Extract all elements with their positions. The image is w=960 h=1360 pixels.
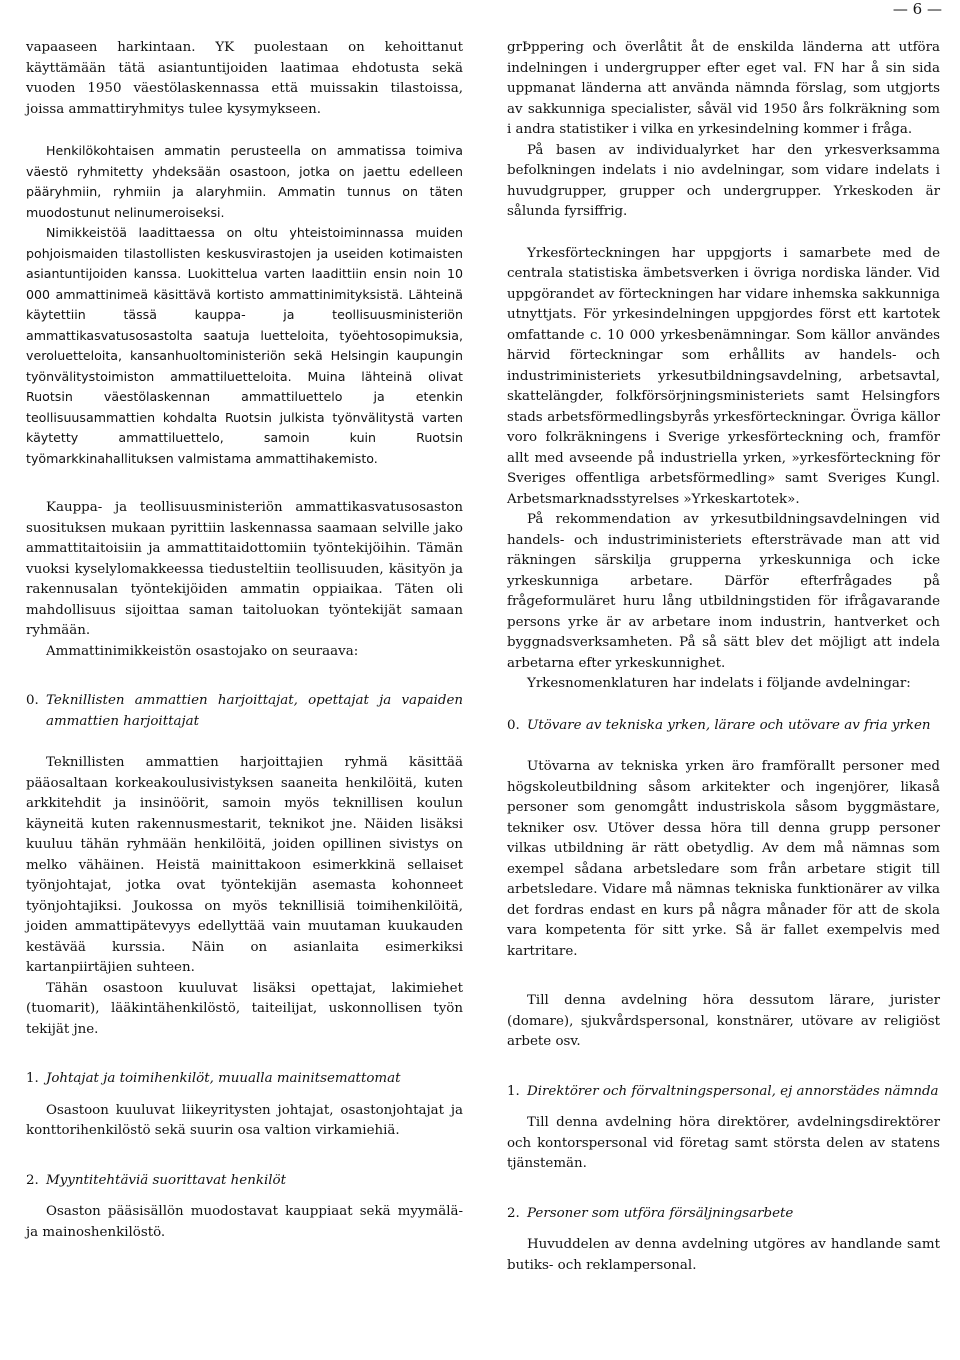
fi-section-0-title: Teknillisten ammattien harjoittajat, opettajat ja vapaiden ammattien harjoittajat	[46, 693, 463, 729]
fi-section-0-paragraph-2: Tähän osastoon kuuluvat lisäksi opettajat, lakimiehet (tuomarit), lääkintähenkilöstö, taiteilijat, uskonnollisen työn tekijät jne.	[26, 980, 463, 1037]
sv-paragraph-4: På rekommendation av yrkesutbildningsavdelningen vid handels- och industriministeriets eftersträvade man att vid räkningen särskilja grupperna yrkeskunniga och icke yrkeskunniga arbetare. Därför efterfrågades på frågeformuläret huru lång utbildningstiden för ifrågavarande persons yrke är av arbetare inom industrin, hantverket och byggnadsverksamheten. På så sätt blev det möjligt att indela arbetarna efter yrkeskunnighet.	[507, 512, 940, 671]
sv-section-1-title: Direktörer och förvaltningspersonal, ej annorstädes nämnda	[527, 1083, 939, 1099]
fi-section-0-heading	[26, 691, 463, 732]
fi-section-1-title: Johtajat ja toimihenkilöt, muualla mainitsemattomat	[46, 1071, 401, 1086]
sv-section-0-paragraph-2: Till denna avdelning höra dessutom lärare, jurister (domare), sjukvårdspersonal, konstnärer, utövare av religiöst arbete osv.	[507, 993, 940, 1049]
sv-section-0-paragraph-1: Utövarna av tekniska yrken äro framförallt personer med högskoleutbildning såsom arkitekter och ingenjörer, likaså personer som genomgått industriskola såsom byggmästare, tekniker osv. Utöver dessa höra till denna grupp personer vilkas utbildning är rätt obetydlig. Av dem må nämnas som exempel sådana arbetsledare som från arbetare stigit till arbetsledare. Vidare må nämnas tekniska funktionärer av vilka det fordras endast en kurs på några månader för att de skola vara kompetenta för sitt yrke. Så är fallet exempelvis med kartritare.	[507, 759, 940, 959]
sv-section-0-title: Utövare av tekniska yrken, lärare och utövare av fria yrken	[527, 717, 931, 733]
swedish-column	[507, 38, 940, 1276]
fi-paragraph-3: Nimikkeistöä laadittaessa on oltu yhteistoiminnassa muiden pohjoismaiden tilastollisten keskusvirastojen ja useiden kotimaisten asiantuntijoiden kanssa. Luokittelua varten laadittiin ensin noin 10 000 ammattinimeä käsittävä kortisto ammattinimityksistä. Lähteinä käytettiin tässä kauppa- ja teollisuusministeriön ammattikasvatusosastolta saatuja luetteloita, työehtosopimuksia, veroluetteloita, kansanhuoltoministeriön sekä Helsingin kaupungin työnvälitystoimiston ammattiluetteloita. Muina lähteinä olivat Ruotsin väestölaskennan ammattiluettelo ja etenkin teollisuusammattien kohdalta Ruotsin julkista työnvälitystä varten käytetty ammattiluettelo, samoin kuin Ruotsin työmarkkinahallituksen valmistama ammattihakemisto.	[26, 225, 463, 466]
sv-paragraph-2: På basen av individualyrket har den yrkesverksamma befolkningen indelats i nio avdelningar, som vidare indelats i huvudgrupper, grupper och undergrupper. Yrkeskoden är sålunda fyrsiffrig.	[507, 142, 940, 219]
fi-section-2-paragraph: Osaston pääsisällön muodostavat kauppiaat sekä myymälä- ja mainoshenkilöstö.	[26, 1204, 463, 1240]
sv-paragraph-3: Yrkesförteckningen har uppgjorts i samarbete med de centrala statistiska ämbetsverken i övriga nordiska länder. Vid uppgörandet av förteckningen har vidare inhemska sakkunniga utnyttjats. För yrkesindelningen uppgjordes först ett kartotek omfattande c. 10 000 yrkesbenämningar. Som källor användes härvid förteckningar som erhållits av handels- och industriministeriets yrkesutbildningsavdelning, arbetsavtal, skattelängder, folkförsörjningsministeriets samt Helsingfors stads arbetsförmedlingsbyrås yrkesförteckningar. Övriga källor voro folkräkningens i Sverige yrkesförteckning och, framför allt med avseende på industriella yrken, »yrkesförteckning för Sveriges offentliga arbetsförmedling» samt Sveriges Kungl. Arbetsmarknadsstyrelses »Yrkeskartotek».	[507, 245, 940, 507]
fi-section-1-heading	[26, 1069, 463, 1090]
fi-section-0-paragraph-1: Teknillisten ammattien harjoittajien ryhmä käsittää pääosaltaan korkeakoulusivistyksen saaneita henkilöitä, kuten arkkitehdit ja insinöörit, samoin myös teknillisen koulun käyneitä kuten rakennusmestarit, teknikot jne. Näiden lisäksi kuuluu tähän ryhmään henkilöitä, joiden opillinen sivistys on melko vähäinen. Heistä mainittakoon esimerkkinä sellaiset työnjohtajat, jotka ovat työntekijän asemasta kohonneet työnjohtajiksi. Joukossa on myös teknillisiä toimihenkilöitä, joiden ammattipätevyys edellyttää vain muutaman kuukauden kestävää kurssia. Näin on asianlaita esimerkiksi kartanpiirtäjien suhteen.	[26, 755, 463, 975]
sv-paragraph-5: Yrkesnomenklaturen har indelats i följande avdelningar:	[527, 676, 911, 691]
sv-paragraph-1: grÞppering och överlåtit åt de enskilda länderna att utföra indelningen i undergrupper efter eget val. FN har å sin sida uppmanat länderna att använda nämnda förslag, som utgjorts av sakkunniga specialister, såväl vid 1950 års folkräkning som i andra statistiker i vilka en yrkesindelning kommer i fråga.	[507, 40, 940, 137]
sv-section-2-paragraph: Huvuddelen av denna avdelning utgöres av handlande samt butiks- och reklampersonal.	[507, 1237, 940, 1273]
fi-paragraph-4: Kauppa- ja teollisuusministeriön ammattikasvatusosaston suosituksen mukaan pyrittiin laskennassa saamaan selville jako ammattitaitoisiin ja ammattitaidottomiin työntekijöihin. Tämän vuoksi kyselylomakkeessa tiedusteltiin teollisuuden, käsityön ja rakennusalan työntekijöiden ammatin oppiaikaa. Täten oli mahdollisuus sijoittaa saman taitoluokan työntekijät samaan ryhmään.	[26, 500, 463, 638]
sv-section-1-heading	[507, 1082, 940, 1103]
sv-section-1-paragraph: Till denna avdelning höra direktörer, avdelningsdirektörer och kontorspersonal vid företag samt största delen av statens tjänstemän.	[507, 1115, 940, 1171]
fi-paragraph-2: Henkilökohtaisen ammatin perusteella on ammatissa toimiva väestö ryhmitetty yhdeksään osastoon, jotka on jaettu edelleen pääryhmiin, ryhmiin ja alaryhmiin. Ammatin tunnus on täten muodostunut nelinumeroiseksi.	[26, 143, 463, 220]
sv-section-2-heading	[507, 1204, 940, 1225]
fi-section-2-heading	[26, 1171, 463, 1192]
fi-section-1-number: 1.	[26, 1071, 39, 1086]
fi-section-0-number: 0.	[26, 693, 39, 708]
sv-section-2-title: Personer som utföra försäljningsarbete	[527, 1205, 794, 1221]
fi-paragraph-5: Ammattinimikkeistön osastojako on seuraava:	[46, 643, 359, 659]
sv-section-2-number: 2.	[507, 1205, 520, 1221]
fi-section-2-number: 2.	[26, 1172, 39, 1188]
fi-paragraph-1: vapaaseen harkintaan. YK puolestaan on kehoittanut käyttämään tätä asiantuntijoiden laatimaa ehdotusta sekä vuoden 1950 väestölaskennassa että muissakin tilastoissa, joissa ammattiryhmitys tulee kysymykseen.	[26, 40, 463, 117]
page-number: — 6 —	[892, 0, 942, 18]
sv-section-1-number: 1.	[507, 1083, 520, 1099]
sv-section-0-number: 0.	[507, 717, 520, 733]
finnish-column	[26, 38, 463, 1243]
fi-section-2-title: Myyntitehtäviä suorittavat henkilöt	[46, 1172, 286, 1188]
sv-section-0-heading	[507, 716, 940, 737]
fi-section-1-paragraph: Osastoon kuuluvat liikeyritysten johtajat, osastonjohtajat ja konttorihenkilöstö sekä suurin osa valtion virkamiehiä.	[26, 1102, 463, 1138]
